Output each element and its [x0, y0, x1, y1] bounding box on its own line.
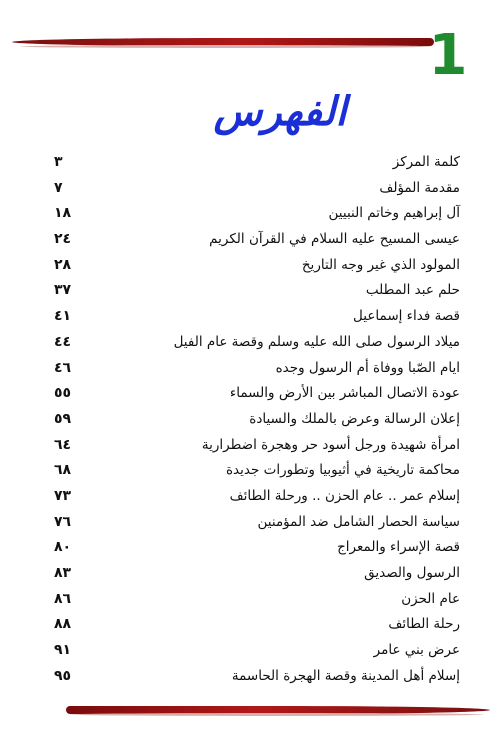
toc-entry-title: عيسى المسيح عليه السلام في القرآن الكريم [209, 231, 460, 248]
toc-entry-page-number: ٦٨ [54, 462, 72, 479]
toc-entry-page-number: ٨٠ [54, 539, 72, 556]
toc-entry-page-number: ٢٤ [54, 231, 72, 248]
chapter-number: 1 [428, 23, 468, 88]
toc-entry-title: مقدمة المؤلف [379, 179, 460, 196]
toc-entry-title: ميلاد الرسول صلى الله عليه وسلم وقصة عام الفيل [173, 333, 460, 350]
toc-entry-title: المولود الذي غير وجه التاريخ [301, 256, 460, 273]
toc-entry-page-number: ٨٣ [54, 565, 72, 581]
toc-entry[interactable] [40, 638, 460, 664]
toc-entry[interactable] [40, 458, 460, 484]
toc-entry-title: ايام الصّبا ووفاة أم الرسول وجده [275, 359, 460, 376]
toc-entry-title: قصة الإسراء والمعراج [337, 539, 460, 556]
toc-entry-page-number: ١٨ [54, 205, 72, 222]
toc-entry-page-number: ٤٦ [54, 359, 72, 376]
toc-entry-page-number: ٥٩ [54, 410, 72, 427]
toc-entry-title: عام الحزن [401, 590, 460, 607]
table-of-contents [40, 150, 460, 690]
toc-entry-page-number: ٣٧ [54, 282, 72, 299]
toc-entry-page-number: ٧ [54, 179, 63, 196]
toc-entry[interactable] [40, 381, 460, 407]
toc-entry-title: إعلان الرسالة وعرض بالملك والسيادة [249, 410, 460, 427]
toc-entry-title: كلمة المركز [392, 154, 460, 170]
bottom-rule-shadow [70, 713, 484, 716]
toc-entry-title: قصة فداء إسماعيل [353, 308, 460, 325]
toc-entry[interactable] [40, 304, 460, 330]
toc-entry-page-number: ٧٣ [54, 487, 72, 504]
toc-entry[interactable] [40, 433, 460, 459]
toc-entry[interactable] [40, 561, 460, 587]
toc-entry[interactable] [40, 484, 460, 510]
toc-entry-page-number: ٤١ [54, 308, 72, 325]
toc-entry[interactable] [40, 587, 460, 613]
toc-entry-title: حلم عبد المطلب [365, 282, 460, 299]
toc-entry[interactable] [40, 330, 460, 356]
toc-entry-page-number: ٨٦ [54, 590, 72, 607]
top-rule-shadow [20, 45, 432, 48]
toc-entry-page-number: ٨٨ [54, 616, 72, 633]
toc-entry-page-number: ٧٦ [54, 513, 72, 530]
toc-entry-page-number: ٩١ [54, 642, 72, 659]
toc-entry-title: عرض بني عامر [373, 642, 460, 659]
toc-entry-title: محاكمة تاريخية في أثيوبيا وتطورات جديدة [225, 462, 460, 479]
toc-entry-page-number: ٦٤ [54, 436, 72, 453]
toc-entry-title: الرسول والصديق [364, 565, 460, 581]
toc-entry[interactable] [40, 150, 460, 176]
toc-entry[interactable] [40, 201, 460, 227]
toc-entry[interactable] [40, 664, 460, 690]
toc-entry-title: امرأة شهيدة ورجل أسود حر وهجرة اضطرارية [201, 436, 460, 453]
toc-entry-page-number: ٥٥ [54, 385, 72, 402]
toc-entry-title: عودة الاتصال المباشر بين الأرض والسماء [229, 385, 460, 402]
toc-entry[interactable] [40, 253, 460, 279]
toc-entry[interactable] [40, 278, 460, 304]
toc-entry-title: آل إبراهيم وخاتم النبيين [328, 205, 460, 222]
toc-entry-title: إسلام عمر .. عام الحزن .. ورحلة الطائف [229, 487, 460, 504]
toc-entry-page-number: ٤٤ [54, 333, 72, 350]
toc-entry[interactable] [40, 176, 460, 202]
toc-entry[interactable] [40, 227, 460, 253]
toc-entry-title: إسلام أهل المدينة وقصة الهجرة الحاسمة [231, 667, 460, 684]
toc-entry[interactable] [40, 510, 460, 536]
toc-entry[interactable] [40, 356, 460, 382]
page-title: الفهرس [213, 88, 347, 135]
toc-entry-title: سياسة الحصار الشامل ضد المؤمنين [257, 513, 460, 530]
toc-entry-title: رحلة الطائف [388, 616, 460, 633]
toc-entry-page-number: ٩٥ [54, 667, 72, 684]
toc-entry[interactable] [40, 407, 460, 433]
toc-entry-page-number: ٢٨ [54, 256, 72, 273]
toc-entry[interactable] [40, 535, 460, 561]
toc-entry[interactable] [40, 612, 460, 638]
toc-entry-page-number: ٣ [54, 154, 63, 170]
